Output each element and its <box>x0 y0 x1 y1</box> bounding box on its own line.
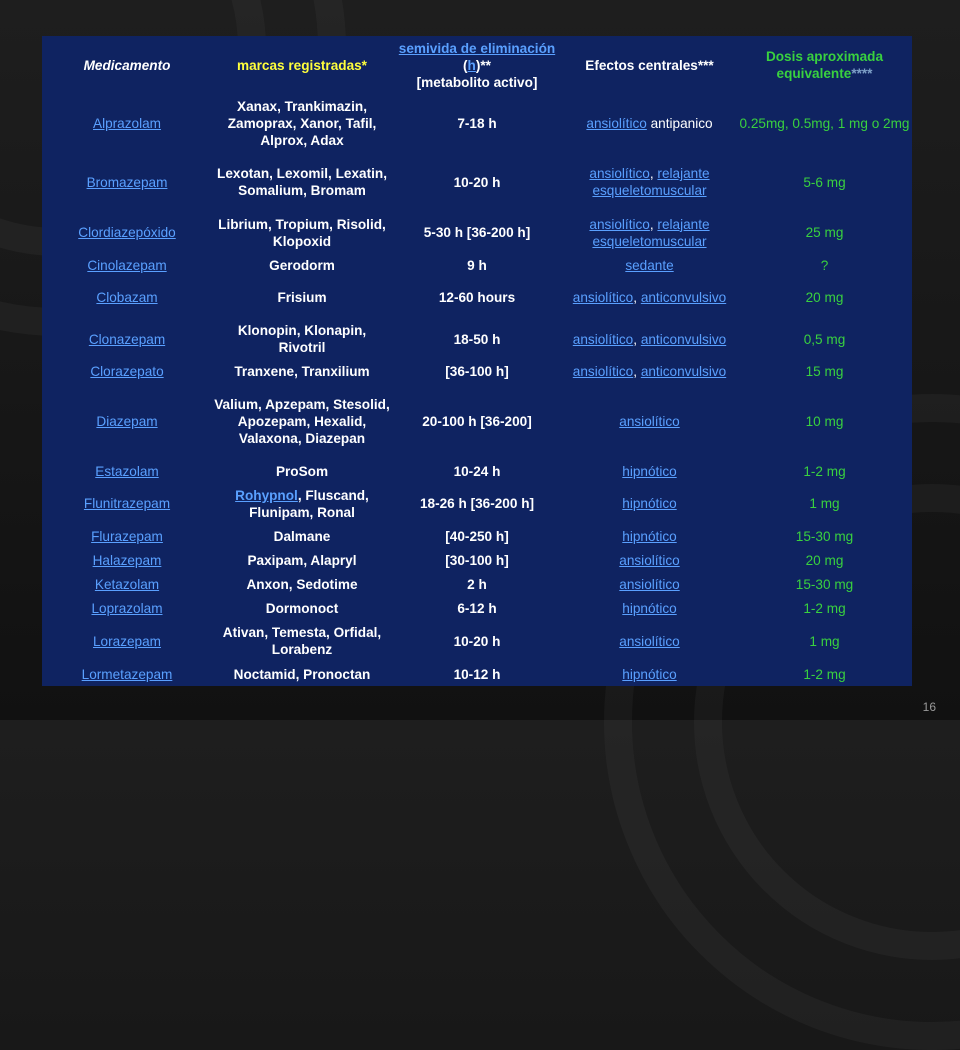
effect-link[interactable]: ansiolítico <box>619 553 680 569</box>
half-life: 6-12 h <box>457 600 497 616</box>
brand-names: Lexotan, Lexomil, Lexatin, Somalium, Bromam <box>217 166 387 199</box>
central-effects <box>562 662 737 686</box>
half-life: 10-24 h <box>453 464 501 480</box>
equivalent-dose: 0.25mg, 0.5mg, 1 mg o 2mg <box>739 115 910 131</box>
equivalent-dose: 0,5 mg <box>803 331 846 347</box>
effect-link[interactable]: ansiolítico <box>619 576 680 592</box>
header-marcas: marcas registradas* <box>237 57 367 73</box>
medication-link[interactable]: Estazolam <box>95 464 159 480</box>
effect-link[interactable]: relajante esqueletomuscular <box>592 166 710 199</box>
medication-link[interactable]: Flurazepam <box>91 529 163 545</box>
equivalent-dose: 1 mg <box>809 496 840 512</box>
semivida-link[interactable]: semivida de eliminación <box>398 40 556 56</box>
header-efectos: Efectos centrales*** <box>585 57 714 73</box>
medication-link[interactable]: Loprazolam <box>91 600 163 616</box>
half-life: 10-20 h <box>453 174 501 190</box>
equivalent-dose: 10 mg <box>805 414 844 430</box>
central-effects <box>562 383 737 460</box>
header-dosis: Dosis aproximada equivalente**** <box>765 49 884 81</box>
half-life: [40-250 h] <box>445 529 509 545</box>
table-row <box>42 277 912 319</box>
effect-text: , <box>633 290 641 306</box>
medication-link[interactable]: Halazepam <box>92 553 162 569</box>
medication-link[interactable]: Flunitrazepam <box>83 496 171 512</box>
equivalent-dose: 20 mg <box>805 553 844 569</box>
equivalent-dose: 15 mg <box>805 364 844 380</box>
brand-names: Frisium <box>277 290 327 306</box>
half-life: 10-12 h <box>453 666 501 682</box>
effect-text: , <box>649 166 658 182</box>
half-life: 2 h <box>467 576 487 592</box>
effect-link[interactable]: anticonvulsivo <box>640 290 727 306</box>
effect-link[interactable]: ansiolítico <box>589 166 650 182</box>
table-row <box>42 596 912 620</box>
brand-link[interactable]: Rohypnol <box>235 487 298 503</box>
brand-names: Noctamid, Pronoctan <box>233 666 371 682</box>
table-row <box>42 153 912 212</box>
effect-text: , <box>633 331 641 347</box>
half-life: 5-30 h [36-200 h] <box>423 225 531 241</box>
medication-link[interactable]: Cinolazepam <box>87 257 167 273</box>
half-life: 18-50 h <box>453 331 501 347</box>
half-life: 20-100 h [36-200] <box>422 414 532 430</box>
equivalent-dose: 1-2 mg <box>803 666 846 682</box>
brand-names: Dalmane <box>273 529 331 545</box>
effect-link[interactable]: anticonvulsivo <box>640 331 727 347</box>
effect-text: , <box>649 216 658 232</box>
half-life: 10-20 h <box>453 633 501 649</box>
benzodiazepine-table <box>42 36 912 686</box>
brand-names: Anxon, Sedotime <box>246 576 358 592</box>
medication-link[interactable]: Lorazepam <box>92 633 161 649</box>
equivalent-dose: 20 mg <box>805 290 844 306</box>
central-effects <box>562 549 737 573</box>
table-row <box>42 483 912 525</box>
central-effects <box>562 94 737 153</box>
central-effects <box>562 212 737 254</box>
effect-text: , <box>633 364 641 380</box>
central-effects <box>562 360 737 383</box>
half-life: [36-100 h] <box>445 364 509 380</box>
effect-link[interactable]: hipnótico <box>622 600 677 616</box>
half-life: [30-100 h] <box>445 553 509 569</box>
effect-link[interactable]: hipnótico <box>622 496 677 512</box>
effect-link[interactable]: relajante esqueletomuscular <box>592 216 710 249</box>
half-life: 12-60 hours <box>438 290 516 306</box>
central-effects <box>562 596 737 620</box>
central-effects <box>562 277 737 319</box>
table-row <box>42 319 912 361</box>
equivalent-dose: 15-30 mg <box>795 529 854 545</box>
equivalent-dose: 25 mg <box>805 225 844 241</box>
brand-names: Valium, Apzepam, Stesolid, Apozepam, Hexalid, Valaxona, Diazepan <box>214 397 390 447</box>
brand-names <box>212 483 392 525</box>
brand-text: , Fluscand, Flunipam, Ronal <box>249 487 369 520</box>
central-effects <box>562 153 737 212</box>
half-life: 18-26 h [36-200 h] <box>419 496 535 512</box>
central-effects <box>562 620 737 662</box>
table-row <box>42 254 912 277</box>
central-effects <box>562 573 737 597</box>
equivalent-dose: 5-6 mg <box>803 174 846 190</box>
table-row <box>42 573 912 597</box>
equivalent-dose: 1-2 mg <box>803 464 846 480</box>
equivalent-dose: 1 mg <box>809 633 840 649</box>
table-row <box>42 525 912 549</box>
header-medicamento: Medicamento <box>83 57 171 73</box>
equivalent-dose: ? <box>820 257 829 273</box>
table-row <box>42 360 912 383</box>
effect-link[interactable]: hipnótico <box>622 464 677 480</box>
medication-link[interactable]: Clordiazepóxido <box>78 225 176 241</box>
effect-link[interactable]: hipnótico <box>622 666 677 682</box>
effect-link[interactable]: ansiolítico <box>572 290 634 306</box>
header-semivida: semivida de eliminación (h)** [metabolito activo] <box>398 40 556 90</box>
brand-names: Dormonoct <box>265 600 339 616</box>
medication-link[interactable]: Alprazolam <box>93 115 161 131</box>
central-effects <box>562 483 737 525</box>
effect-link[interactable]: ansiolítico <box>586 115 647 131</box>
half-life: 9 h <box>467 257 487 273</box>
central-effects <box>562 319 737 361</box>
equivalent-dose: 15-30 mg <box>795 576 854 592</box>
table-row <box>42 549 912 573</box>
effect-link[interactable]: sedante <box>625 257 674 273</box>
central-effects <box>562 525 737 549</box>
hour-link[interactable]: h <box>467 57 476 73</box>
table-row <box>42 460 912 483</box>
brand-names: Xanax, Trankimazin, Zamoprax, Xanor, Tafil, Alprox, Adax <box>227 98 377 148</box>
effect-link[interactable]: ansiolítico <box>589 216 650 232</box>
half-life: 7-18 h <box>457 115 497 131</box>
brand-names: ProSom <box>275 464 329 480</box>
brand-names: Klonopin, Klonapin, Rivotril <box>237 323 367 356</box>
medication-link[interactable]: Lormetazepam <box>81 666 173 682</box>
table-row <box>42 620 912 662</box>
medication-link[interactable]: Bromazepam <box>86 174 168 190</box>
brand-names: Ativan, Temesta, Orfidal, Lorabenz <box>222 625 382 658</box>
medication-link[interactable]: Ketazolam <box>94 576 160 592</box>
medication-link[interactable]: Clobazam <box>96 290 158 306</box>
brand-names: Tranxene, Tranxilium <box>234 364 370 380</box>
central-effects <box>562 254 737 277</box>
effect-link[interactable]: anticonvulsivo <box>640 364 727 380</box>
medication-link[interactable]: Diazepam <box>96 414 158 430</box>
brand-names: Paxipam, Alapryl <box>247 553 357 569</box>
medication-link[interactable]: Clonazepam <box>88 331 166 347</box>
effect-link[interactable]: ansiolítico <box>619 633 680 649</box>
table-row <box>42 212 912 254</box>
effect-link[interactable]: hipnótico <box>622 529 677 545</box>
medication-link[interactable]: Clorazepato <box>90 364 164 380</box>
effect-link[interactable]: ansiolítico <box>572 364 634 380</box>
page-number: 16 <box>922 700 936 714</box>
effect-text: antipanico <box>646 115 713 131</box>
effect-link[interactable]: ansiolítico <box>572 331 634 347</box>
effect-link[interactable]: ansiolítico <box>619 414 680 430</box>
table-row <box>42 94 912 153</box>
central-effects <box>562 460 737 483</box>
header-row <box>42 36 912 94</box>
brand-names: Gerodorm <box>269 257 335 273</box>
table-row <box>42 662 912 686</box>
benzodiazepine-table-panel <box>42 36 912 686</box>
table-row <box>42 383 912 460</box>
equivalent-dose: 1-2 mg <box>803 600 846 616</box>
brand-names: Librium, Tropium, Risolid, Klopoxid <box>218 216 386 249</box>
